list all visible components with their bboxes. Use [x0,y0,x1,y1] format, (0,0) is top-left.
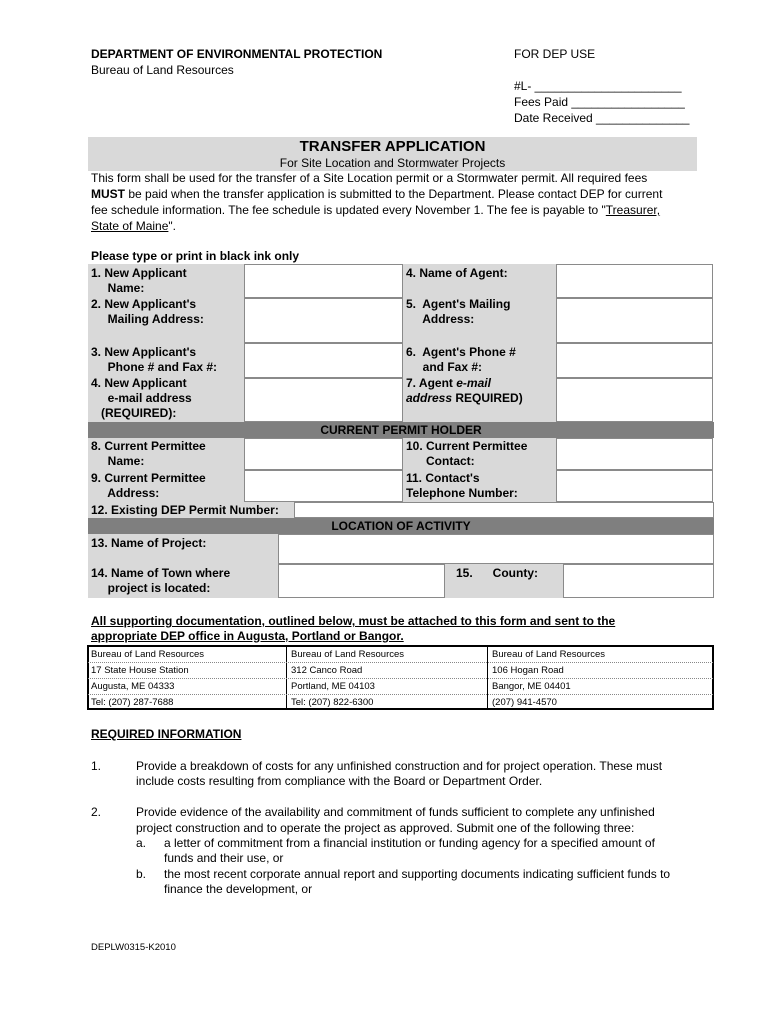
item-1-number: 1. [91,759,102,773]
intro-line-3 [91,203,660,218]
item-2a-line-1: a letter of commitment from a financial institution or funding agency for a specified amount of [164,836,655,850]
label-new-applicant-name: 1. New Applicant Name: [91,266,187,295]
office-row-divider [88,662,713,663]
agent-address-input[interactable] [556,298,713,343]
form-code: DEPLW0315-K2010 [91,942,176,953]
label-agent-email [406,376,523,406]
office-cell: Bureau of Land Resources [91,649,205,660]
existing-permit-number-input[interactable] [294,502,714,518]
label-agent-address: 5. Agent's Mailing Address: [406,297,511,326]
agent-name-input[interactable] [556,264,713,298]
label-project-name: 13. Name of Project: [91,536,207,550]
office-cell: Bureau of Land Resources [492,649,606,660]
label-current-permittee-contact: 10. Current Permittee Contact: [406,439,528,468]
intro-line-2-text: be paid when the transfer application is submitted to the Department. Please contact DEP for current [125,187,663,201]
intro-line-4 [91,219,176,234]
page-subtitle: For Site Location and Stormwater Projects [279,156,506,170]
section-current-permit-holder: CURRENT PERMIT HOLDER [320,423,482,437]
label-county: 15. County: [456,566,539,580]
label-new-applicant-address: 2. New Applicant's Mailing Address: [91,297,204,326]
page-title: TRANSFER APPLICATION [299,138,486,155]
label-town: 14. Name of Town where project is located: [91,566,231,595]
dep-use-fees-paid: Fees Paid _________________ [514,95,685,109]
dep-use-l-number: #L- ______________________ [514,79,682,93]
section-location-of-activity: LOCATION OF ACTIVITY [331,519,471,533]
label-agent-email-italic1: e-mail [456,376,491,390]
office-cell: (207) 941-4570 [492,697,557,708]
item-1-line-2: include costs resulting from compliance with the Board or Department Order. [136,774,543,788]
office-cell: Bangor, ME 04401 [492,681,571,692]
item-2b-letter: b. [136,867,147,881]
item-2-line-2: project construction and to operate the project as approved. Submit one of the following three: [136,821,635,835]
label-current-permittee-name: 8. Current Permittee Name: [91,439,206,468]
label-agent-email-part2: REQUIRED) [452,391,523,405]
supporting-line-2: appropriate DEP office in Augusta, Portland or Bangor. [91,629,404,643]
new-applicant-email-input[interactable] [244,378,403,422]
label-new-applicant-email: 4. New Applicant e-mail address (REQUIRED): [91,376,192,420]
office-cell: Bureau of Land Resources [291,649,405,660]
bureau-name: Bureau of Land Resources [91,63,234,77]
office-cell: Augusta, ME 04333 [91,681,175,692]
project-name-input[interactable] [278,534,714,564]
agent-phone-input[interactable] [556,343,713,378]
office-row-divider [88,678,713,679]
intro-line-4-text: ". [168,219,176,233]
supporting-line-1: All supporting documentation, outlined below, must be attached to this form and sent to the [91,614,616,628]
new-applicant-address-input[interactable] [244,298,403,343]
office-cell: Tel: (207) 287-7688 [91,697,174,708]
department-name: DEPARTMENT OF ENVIRONMENTAL PROTECTION [91,47,383,61]
label-current-permittee-address: 9. Current Permittee Address: [91,471,206,500]
intro-line-1: This form shall be used for the transfer of a Site Location permit or a Stormwater permit. All required fees [91,171,648,185]
label-agent-phone: 6. Agent's Phone # and Fax #: [406,345,516,374]
current-permittee-name-input[interactable] [244,438,403,470]
item-2-number: 2. [91,805,102,819]
office-cell: 17 State House Station [91,665,189,676]
label-agent-email-italic2: address [406,391,453,405]
new-applicant-phone-input[interactable] [244,343,403,378]
agent-email-input[interactable] [556,378,713,422]
intro-line-2 [91,187,662,202]
must-emphasis: MUST [91,187,125,201]
contact-telephone-input[interactable] [556,470,713,502]
office-row-divider [88,694,713,695]
item-2a-letter: a. [136,836,147,850]
current-permittee-address-input[interactable] [244,470,403,502]
dep-use-title: FOR DEP USE [514,47,596,61]
required-info-heading: REQUIRED INFORMATION [91,727,242,741]
intro-line-3-text: fee schedule information. The fee schedule is updated every November 1. The fee is payable to " [91,203,606,217]
item-1-line-1: Provide a breakdown of costs for any unfinished construction and for project operation. These must [136,759,663,773]
label-agent-email-part1: 7. Agent [406,376,457,390]
item-2a-line-2: funds and their use, or [164,851,284,865]
office-cell: Portland, ME 04103 [291,681,375,692]
office-cell: 106 Hogan Road [492,665,564,676]
town-input[interactable] [278,564,445,598]
state-of-maine-link: State of Maine [91,219,169,233]
item-2-line-1: Provide evidence of the availability and commitment of funds sufficient to complete any unfinished [136,805,655,819]
office-cell: 312 Canco Road [291,665,363,676]
label-agent-name: 4. Name of Agent: [406,266,508,280]
county-input[interactable] [563,564,714,598]
dep-use-date-received: Date Received ______________ [514,111,690,125]
current-permittee-contact-input[interactable] [556,438,713,470]
item-2b-line-1: the most recent corporate annual report and supporting documents indicating sufficient funds to [164,867,671,881]
office-cell: Tel: (207) 822-6300 [291,697,374,708]
label-existing-permit-number: 12. Existing DEP Permit Number: [91,503,279,517]
label-contact-telephone: 11. Contact's Telephone Number: [406,471,518,500]
treasurer-link: Treasurer, [605,203,661,217]
label-new-applicant-phone: 3. New Applicant's Phone # and Fax #: [91,345,218,374]
item-2b-line-2: finance the development, or [164,882,313,896]
form-instruction: Please type or print in black ink only [91,249,300,263]
new-applicant-name-input[interactable] [244,264,403,298]
